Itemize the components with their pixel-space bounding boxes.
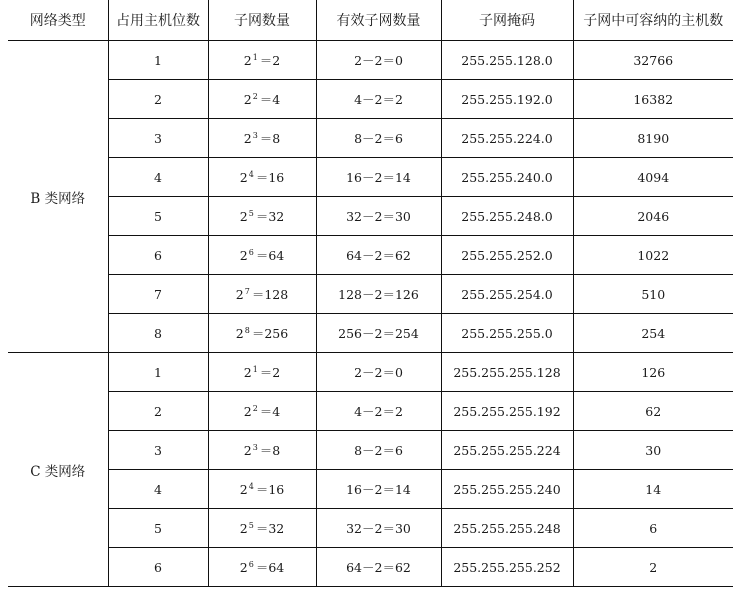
subnet-mask-cell: 255.255.255.192	[441, 392, 573, 431]
power-result: ＝4	[259, 92, 281, 107]
power-base: 2	[239, 170, 248, 185]
host-count-cell: 62	[573, 392, 733, 431]
host-count-cell: 16382	[573, 80, 733, 119]
host-bits-cell: 3	[108, 431, 208, 470]
power-base: 2	[243, 53, 252, 68]
valid-subnet-cell: 256－2＝254	[316, 314, 441, 353]
table-header	[8, 0, 733, 41]
host-bits-cell: 4	[108, 470, 208, 509]
subnet-count-cell	[208, 314, 316, 353]
host-bits-cell: 2	[108, 392, 208, 431]
host-bits-cell: 6	[108, 236, 208, 275]
power-exponent: 4	[248, 170, 254, 179]
valid-subnet-cell: 16－2＝14	[316, 158, 441, 197]
power-base: 2	[235, 326, 244, 341]
subnet-mask-cell: 255.255.255.128	[441, 353, 573, 392]
table-row	[8, 119, 733, 158]
subnet-count-cell	[208, 392, 316, 431]
power-exponent: 2	[252, 92, 258, 101]
table-row	[8, 470, 733, 509]
header-subnet-count: 子网数量	[208, 0, 316, 41]
power-result: ＝2	[259, 365, 281, 380]
power-result: ＝16	[255, 170, 285, 185]
table-row	[8, 548, 733, 587]
power-exponent: 6	[248, 560, 254, 569]
subnet-mask-cell: 255.255.248.0	[441, 197, 573, 236]
power-exponent: 5	[248, 209, 254, 218]
host-count-cell: 254	[573, 314, 733, 353]
power-base: 2	[243, 92, 252, 107]
subnet-count-cell	[208, 470, 316, 509]
subnet-mask-cell: 255.255.224.0	[441, 119, 573, 158]
host-count-cell: 6	[573, 509, 733, 548]
power-result: ＝4	[259, 404, 281, 419]
power-result: ＝8	[259, 443, 281, 458]
power-exponent: 7	[244, 287, 250, 296]
subnet-table	[8, 0, 733, 587]
valid-subnet-cell: 8－2＝6	[316, 431, 441, 470]
host-count-cell: 4094	[573, 158, 733, 197]
header-valid-subnet-count: 有效子网数量	[316, 0, 441, 41]
valid-subnet-cell: 8－2＝6	[316, 119, 441, 158]
host-count-cell: 30	[573, 431, 733, 470]
header-hosts-per-subnet: 子网中可容纳的主机数	[573, 0, 733, 41]
power-result: ＝256	[251, 326, 289, 341]
subnet-mask-cell: 255.255.255.224	[441, 431, 573, 470]
valid-subnet-cell: 2－2＝0	[316, 41, 441, 80]
table-row	[8, 197, 733, 236]
network-type-cell: C 类网络	[8, 353, 108, 587]
power-exponent: 3	[252, 131, 258, 140]
host-bits-cell: 5	[108, 197, 208, 236]
subnet-count-cell	[208, 509, 316, 548]
valid-subnet-cell: 128－2＝126	[316, 275, 441, 314]
subnet-mask-cell: 255.255.255.252	[441, 548, 573, 587]
subnet-count-cell	[208, 197, 316, 236]
host-bits-cell: 5	[108, 509, 208, 548]
power-base: 2	[243, 404, 252, 419]
valid-subnet-cell: 32－2＝30	[316, 197, 441, 236]
host-bits-cell: 2	[108, 80, 208, 119]
table-row	[8, 41, 733, 80]
table-row	[8, 353, 733, 392]
valid-subnet-cell: 4－2＝2	[316, 80, 441, 119]
subnet-mask-cell: 255.255.255.248	[441, 509, 573, 548]
table-row	[8, 236, 733, 275]
table-row	[8, 80, 733, 119]
header-subnet-mask: 子网掩码	[441, 0, 573, 41]
power-base: 2	[239, 209, 248, 224]
host-count-cell: 8190	[573, 119, 733, 158]
valid-subnet-cell: 4－2＝2	[316, 392, 441, 431]
valid-subnet-cell: 64－2＝62	[316, 548, 441, 587]
power-result: ＝64	[255, 248, 285, 263]
header-network-type: 网络类型	[8, 0, 108, 41]
power-base: 2	[239, 521, 248, 536]
power-exponent: 2	[252, 404, 258, 413]
network-type-cell: B 类网络	[8, 41, 108, 353]
host-count-cell: 2	[573, 548, 733, 587]
host-count-cell: 126	[573, 353, 733, 392]
power-exponent: 3	[252, 443, 258, 452]
power-result: ＝64	[255, 560, 285, 575]
power-result: ＝128	[251, 287, 289, 302]
power-base: 2	[235, 287, 244, 302]
power-base: 2	[243, 131, 252, 146]
host-count-cell: 32766	[573, 41, 733, 80]
host-bits-cell: 6	[108, 548, 208, 587]
host-bits-cell: 1	[108, 41, 208, 80]
power-exponent: 1	[252, 365, 258, 374]
subnet-count-cell	[208, 431, 316, 470]
valid-subnet-cell: 64－2＝62	[316, 236, 441, 275]
host-count-cell: 2046	[573, 197, 733, 236]
power-exponent: 8	[244, 326, 250, 335]
host-bits-cell: 1	[108, 353, 208, 392]
power-result: ＝32	[255, 209, 285, 224]
subnet-count-cell	[208, 275, 316, 314]
class-c-group	[8, 353, 733, 587]
power-base: 2	[239, 560, 248, 575]
power-base: 2	[239, 482, 248, 497]
class-b-group	[8, 41, 733, 353]
subnet-count-cell	[208, 41, 316, 80]
power-result: ＝32	[255, 521, 285, 536]
table-row	[8, 392, 733, 431]
subnet-mask-cell: 255.255.252.0	[441, 236, 573, 275]
power-base: 2	[239, 248, 248, 263]
host-bits-cell: 8	[108, 314, 208, 353]
host-bits-cell: 3	[108, 119, 208, 158]
host-bits-cell: 7	[108, 275, 208, 314]
host-count-cell: 14	[573, 470, 733, 509]
table-row	[8, 314, 733, 353]
subnet-mask-cell: 255.255.255.240	[441, 470, 573, 509]
table-row	[8, 509, 733, 548]
host-bits-cell: 4	[108, 158, 208, 197]
host-count-cell: 510	[573, 275, 733, 314]
subnet-count-cell	[208, 548, 316, 587]
subnet-count-cell	[208, 119, 316, 158]
host-count-cell: 1022	[573, 236, 733, 275]
power-exponent: 1	[252, 53, 258, 62]
subnet-count-cell	[208, 80, 316, 119]
subnet-count-cell	[208, 236, 316, 275]
power-exponent: 6	[248, 248, 254, 257]
table-row	[8, 431, 733, 470]
subnet-mask-cell: 255.255.192.0	[441, 80, 573, 119]
header-row	[8, 0, 733, 41]
subnet-mask-cell: 255.255.255.0	[441, 314, 573, 353]
power-exponent: 4	[248, 482, 254, 491]
power-result: ＝8	[259, 131, 281, 146]
power-exponent: 5	[248, 521, 254, 530]
valid-subnet-cell: 32－2＝30	[316, 509, 441, 548]
table-row	[8, 275, 733, 314]
power-result: ＝16	[255, 482, 285, 497]
valid-subnet-cell: 2－2＝0	[316, 353, 441, 392]
power-base: 2	[243, 443, 252, 458]
power-result: ＝2	[259, 53, 281, 68]
subnet-mask-cell: 255.255.254.0	[441, 275, 573, 314]
subnet-count-cell	[208, 158, 316, 197]
subnet-mask-cell: 255.255.240.0	[441, 158, 573, 197]
power-base: 2	[243, 365, 252, 380]
subnet-count-cell	[208, 353, 316, 392]
table-row	[8, 158, 733, 197]
subnet-mask-cell: 255.255.128.0	[441, 41, 573, 80]
valid-subnet-cell: 16－2＝14	[316, 470, 441, 509]
header-host-bits: 占用主机位数	[108, 0, 208, 41]
